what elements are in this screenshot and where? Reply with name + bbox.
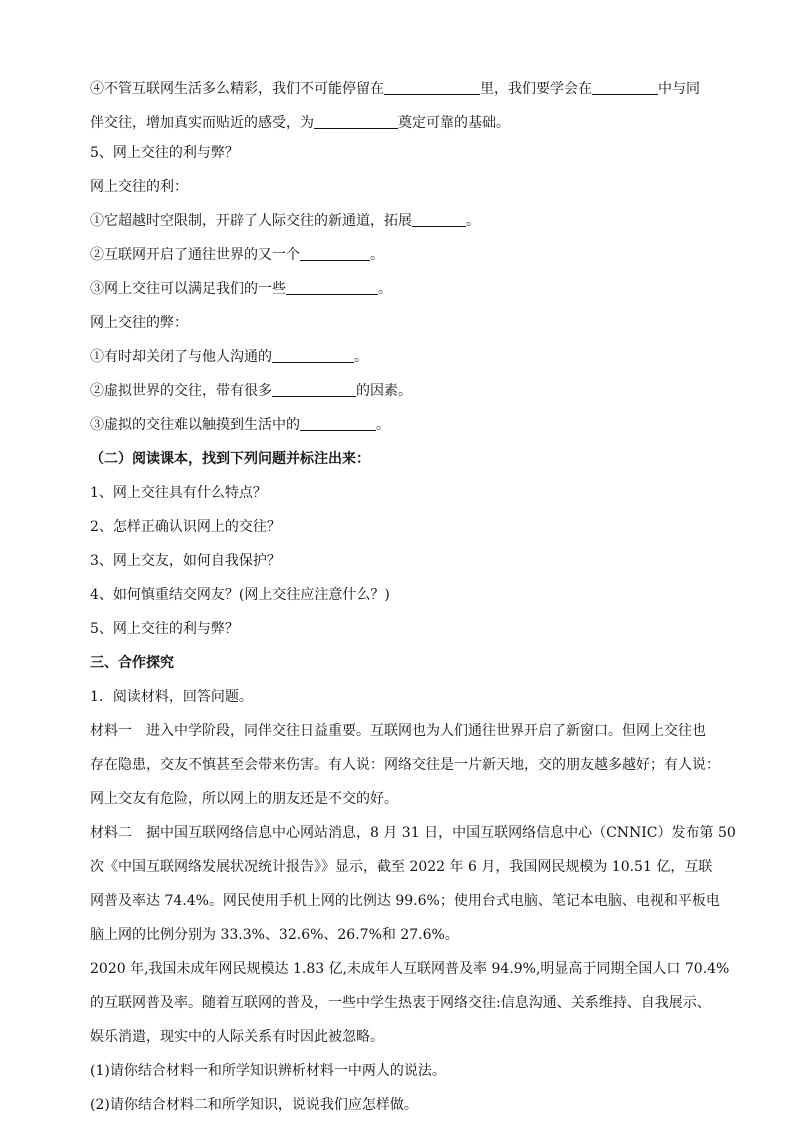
material-1-line: 存在隐患，交友不慎甚至会带来伤害。有人说：网络交往是一片新天地，交的朋友越多越好；有人说： <box>90 757 720 773</box>
item-text: ②虚拟世界的交往，带有很多 <box>90 383 272 399</box>
material-3-line: 的互联网普及率。随着互联网的普及，一些中学生热衷于网络交往:信息沟通、关系维持、自我展示、 <box>90 995 711 1011</box>
material-1-line: 材料一 进入中学阶段，同伴交往日益重要。互联网也为人们通往世界开启了新窗口。但网上交往也 <box>90 723 706 739</box>
reading-question: 5、网上交往的利与弊？ <box>90 621 239 637</box>
answer-blank[interactable] <box>300 245 370 261</box>
sub-question-1: (1)请你结合材料一和所学知识辨析材料一中两人的说法。 <box>90 1063 446 1079</box>
answer-blank[interactable] <box>272 347 354 363</box>
reading-question: 2、怎样正确认识网上的交往？ <box>90 519 281 535</box>
con-item-3 <box>90 415 702 435</box>
material-2-line: 脑上网的比例分别为 33.3%、32.6%、26.7%和 27.6%。 <box>90 927 459 943</box>
item-text: ④不管互联网生活多么精彩，我们不可能停留在 <box>90 81 384 97</box>
item-text: 伴交往，增加真实而贴近的感受，为 <box>90 115 314 131</box>
reading-heading: （二）阅读课本，找到下列问题并标注出来： <box>90 451 370 467</box>
answer-blank[interactable] <box>286 279 378 295</box>
period: 。 <box>370 247 384 263</box>
item-text: ②互联网开启了通往世界的又一个 <box>90 247 300 263</box>
reading-question: 4、如何慎重结交网友？(网上交往应注意什么？) <box>90 587 390 603</box>
item-text: ①有时却关闭了与他人沟通的 <box>90 349 272 365</box>
period: 。 <box>354 349 368 365</box>
answer-blank[interactable] <box>592 79 658 95</box>
coop-heading: 三、合作探究 <box>90 655 174 671</box>
answer-blank[interactable] <box>300 415 376 431</box>
material-2-line: 材料二 据中国互联网络信息中心网站消息，8 月 31 日，中国互联网络信息中心（CNNIC）发布第 50 <box>90 825 736 841</box>
fill-item-4-line2 <box>90 113 702 133</box>
con-item-1 <box>90 347 702 367</box>
question-5-title: 5、网上交往的利与弊？ <box>90 145 239 161</box>
answer-blank[interactable] <box>272 381 356 397</box>
period: 。 <box>378 281 392 297</box>
coop-intro: 1．阅读材料，回答问题。 <box>90 689 253 705</box>
period: 。 <box>376 417 390 433</box>
item-text: 里，我们要学会在 <box>480 81 592 97</box>
cons-heading: 网上交往的弊： <box>90 315 188 331</box>
item-text: ③虚拟的交往难以触摸到生活中的 <box>90 417 300 433</box>
item-text: ①它超越时空限制，开辟了人际交往的新通道，拓展 <box>90 213 412 229</box>
item-text: ③网上交往可以满足我们的一些 <box>90 281 286 297</box>
con-item-2 <box>90 381 702 401</box>
material-2-line: 次《中国互联网络发展状况统计报告》》显示，截至 2022 年 6 月，我国网民规模为 10.51 亿，互联 <box>90 859 713 875</box>
answer-blank[interactable] <box>384 79 480 95</box>
answer-blank[interactable] <box>314 113 398 129</box>
material-2-line: 网普及率达 74.4%。网民使用手机上网的比例达 99.6%；使用台式电脑、笔记本电脑、电视和平板电 <box>90 893 720 909</box>
material-3-line: 娱乐消遣，现实中的人际关系有时因此被忽略。 <box>90 1029 384 1045</box>
period: 。 <box>466 213 480 229</box>
pro-item-2 <box>90 245 702 265</box>
item-text: 的因素。 <box>356 383 412 399</box>
item-text: 中与同 <box>658 81 700 97</box>
reading-question: 1、网上交往具有什么特点？ <box>90 485 267 501</box>
item-text: 奠定可靠的基础。 <box>398 115 510 131</box>
pros-heading: 网上交往的利： <box>90 179 188 195</box>
material-3-line: 2020 年,我国未成年网民规模达 1.83 亿,未成年人互联网普及率 94.9%,明显高于同期全国人口 70.4% <box>90 961 730 977</box>
sub-question-2: (2)请你结合材料二和所学知识，说说我们应怎样做。 <box>90 1097 418 1113</box>
reading-question: 3、网上交友，如何自我保护？ <box>90 553 281 569</box>
pro-item-1 <box>90 211 702 231</box>
fill-item-4-line1 <box>90 79 702 99</box>
material-1-line: 网上交友有危险，所以网上的朋友还是不交的好。 <box>90 791 398 807</box>
pro-item-3 <box>90 279 702 299</box>
answer-blank[interactable] <box>412 211 466 227</box>
